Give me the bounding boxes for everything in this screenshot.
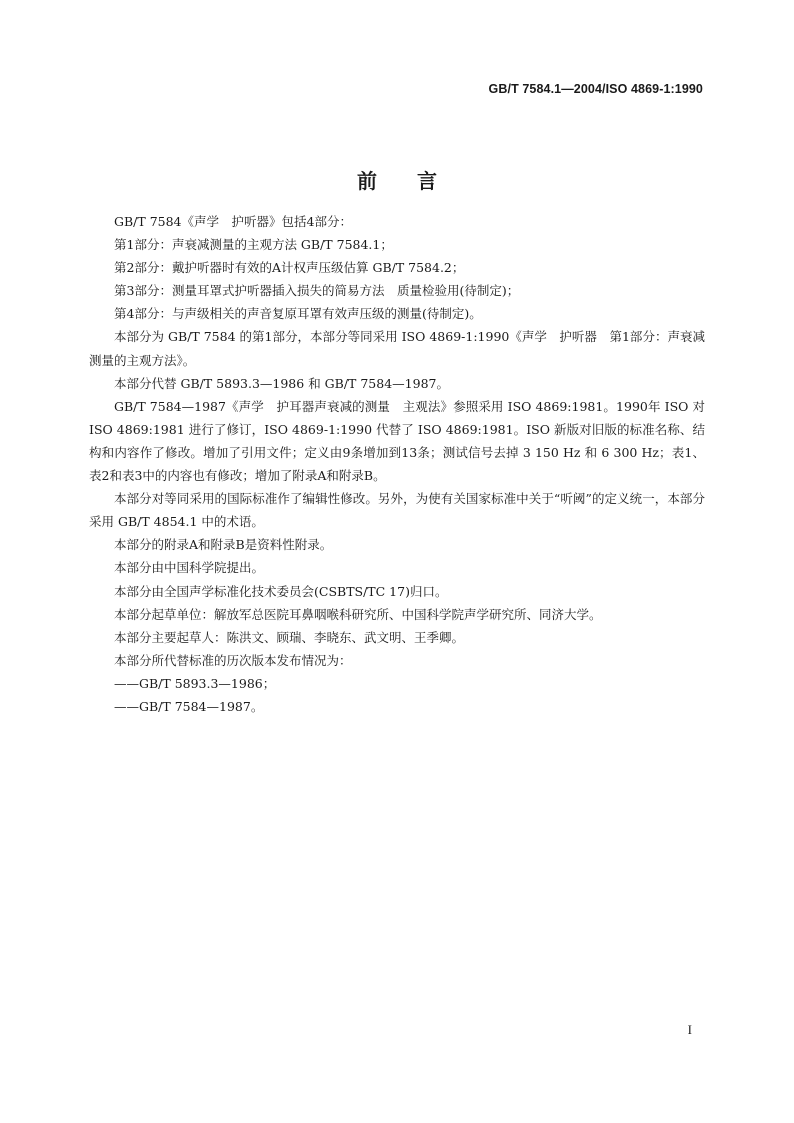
page-number: I: [687, 1022, 692, 1037]
paragraph-part-4: 第4部分：与声级相关的声音复原耳罩有效声压级的测量(待制定)。: [114, 306, 482, 322]
paragraph-editorial-changes: 本部分对等同采用的国际标准作了编辑性修改。另外，为使有关国家标准中关于“听阈”的定义统一，本部分采用 GB/T 4854.1 中的术语。: [89, 491, 705, 530]
paragraph-part-2: 第2部分：戴护听器时有效的A计权声压级估算 GB/T 7584.2；: [114, 260, 465, 276]
paragraph-proposed-by: 本部分由中国科学院提出。: [114, 560, 265, 576]
paragraph-drafters: 本部分主要起草人：陈洪文、顾瑞、李晓东、武文明、王季卿。: [114, 629, 465, 645]
paragraph-technical-committee: 本部分由全国声学标准化技术委员会(CSBTS/TC 17)归口。: [114, 583, 448, 599]
paragraph-replaces: 本部分代替 GB/T 5893.3—1986 和 GB/T 7584—1987。: [114, 375, 449, 391]
foreword-body: [89, 210, 705, 718]
page-title: 前言: [357, 169, 477, 194]
paragraph-adoption: 本部分为 GB/T 7584 的第1部分，本部分等同采用 ISO 4869-1:1990《声学 护听器 第1部分：声衰减测量的主观方法》。: [89, 329, 705, 368]
paragraph-part-3: 第3部分：测量耳罩式护听器插入损失的简易方法 质量检验用(待制定)；: [114, 283, 520, 299]
paragraph-drafting-units: 本部分起草单位：解放军总医院耳鼻咽喉科研究所、中国科学院声学研究所、同济大学。: [114, 606, 602, 622]
paragraph-annexes: 本部分的附录A和附录B是资料性附录。: [114, 537, 333, 553]
list-item-previous-edition: ——GB/T 5893.3—1986；: [114, 675, 276, 691]
paragraph-series-intro: GB/T 7584《声学 护听器》包括4部分：: [114, 214, 352, 229]
list-item-previous-edition: ——GB/T 7584—1987。: [114, 698, 264, 714]
paragraph-previous-editions: 本部分所代替标准的历次版本发布情况为：: [114, 652, 352, 668]
paragraph-part-1: 第1部分：声衰减测量的主观方法 GB/T 7584.1；: [114, 237, 393, 253]
paragraph-revision-history: GB/T 7584—1987《声学 护耳器声衰减的测量 主观法》参照采用 ISO 4869:1981。1990年 ISO 对 ISO 4869:1981 进行了修订，ISO 4869-1:1990 代替了 ISO 4869:1981。ISO 新版对旧版的标准名称、结构和内容作了修改。增加了引用文件；定义由9条增加到13条；测试信号去掉 3 150 Hz 和 6 300 Hz；表1、表2和表3中的内容也有修改；增加了附录A和附录B。: [89, 398, 705, 484]
standard-number-header: GB/T 7584.1—2004/ISO 4869-1:1990: [488, 82, 703, 96]
